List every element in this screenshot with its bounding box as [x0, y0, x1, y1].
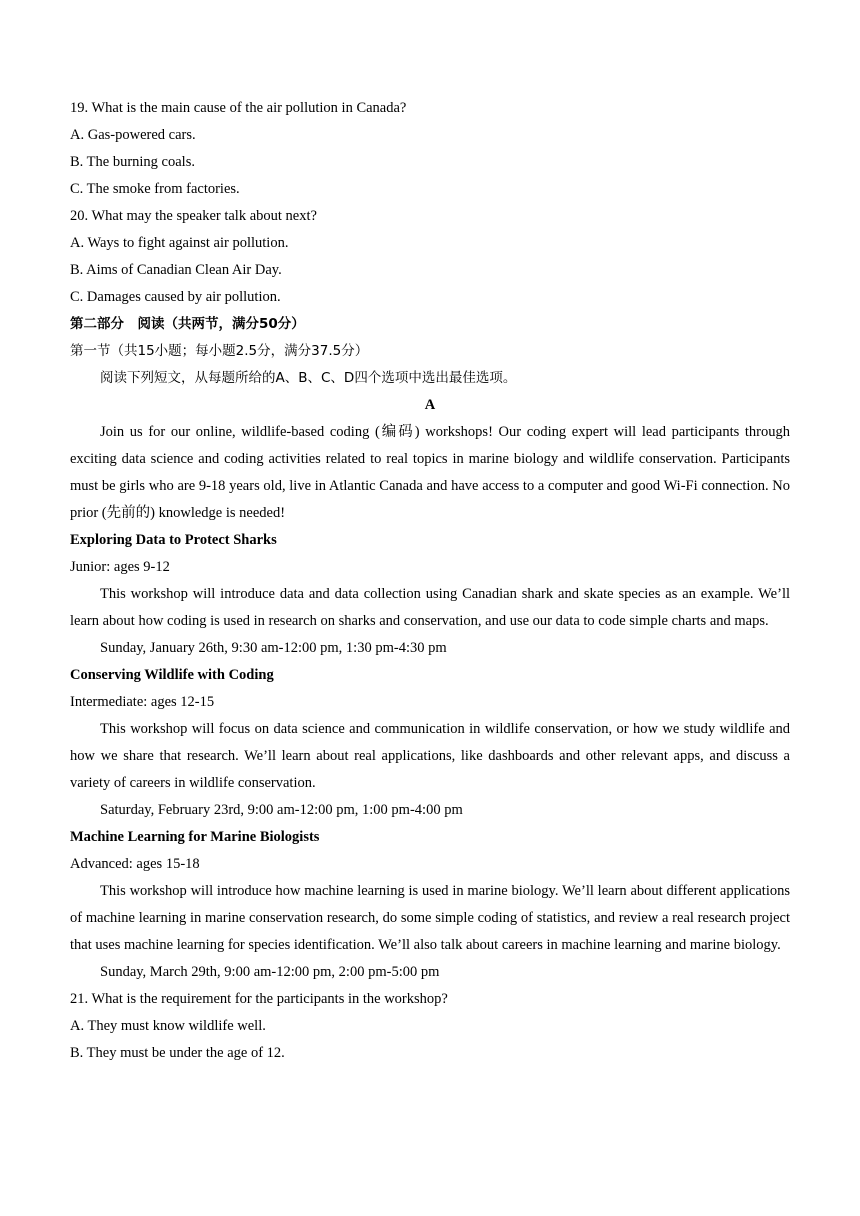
- question-21: 21. What is the requirement for the participants in the workshop?: [70, 991, 448, 1007]
- workshop-3-description: This workshop will introduce how machine learning is used in marine biology. We’ll learn about different applications of machine learning in marine conservation research, do some simple coding of statistics, and review a real research project that uses machine learning for species identification. We’ll also talk about careers in machine learning and marine biology.: [70, 883, 790, 953]
- page-content: [70, 95, 790, 1067]
- q19-option-a: A. Gas-powered cars.: [70, 127, 196, 143]
- q19-option-c: C. The smoke from factories.: [70, 181, 240, 197]
- workshop-1-title: Exploring Data to Protect Sharks: [70, 532, 277, 548]
- workshop-2-level: Intermediate: ages 12-15: [70, 694, 215, 710]
- q19-option-b: B. The burning coals.: [70, 154, 195, 170]
- workshop-1-description: This workshop will introduce data and data collection using Canadian shark and skate species as an example. We’ll learn about how coding is used in research on sharks and conservation, and use our data to code simple charts and maps.: [70, 586, 790, 629]
- q20-option-b: B. Aims of Canadian Clean Air Day.: [70, 262, 282, 278]
- q21-option-a: A. They must know wildlife well.: [70, 1018, 266, 1034]
- q20-option-c: C. Damages caused by air pollution.: [70, 289, 281, 305]
- workshop-2-time: Saturday, February 23rd, 9:00 am-12:00 pm, 1:00 pm-4:00 pm: [100, 802, 463, 818]
- workshop-1-time: Sunday, January 26th, 9:30 am-12:00 pm, 1:30 pm-4:30 pm: [100, 640, 447, 656]
- question-19: 19. What is the main cause of the air pollution in Canada?: [70, 100, 407, 116]
- passage-intro: Join us for our online, wildlife-based coding (编码) workshops! Our coding expert will lead participants through exciting data science and coding activities related to real topics in marine biology and wildlife conservation. Participants must be girls who are 9-18 years old, live in Atlantic Canada and have access to a computer and good Wi-Fi connection. No prior (先前的) knowledge is needed!: [70, 424, 790, 521]
- reading-instruction: 阅读下列短文，从每题所给的A、B、C、D四个选项中选出最佳选项。: [100, 370, 517, 386]
- q21-option-b: B. They must be under the age of 12.: [70, 1045, 285, 1061]
- workshop-2-description: This workshop will focus on data science and communication in wildlife conservation, or how we study wildlife and how we share that research. We’ll learn about real applications, like dashboards and other relevant apps, and discuss a variety of careers in wildlife conservation.: [70, 721, 790, 791]
- workshop-2-title: Conserving Wildlife with Coding: [70, 667, 274, 683]
- passage-letter: A: [424, 397, 436, 413]
- workshop-3-time: Sunday, March 29th, 9:00 am-12:00 pm, 2:00 pm-5:00 pm: [100, 964, 440, 980]
- workshop-3-level: Advanced: ages 15-18: [70, 856, 200, 872]
- section-one-heading: 第一节（共15小题；每小题2.5分，满分37.5分）: [70, 343, 369, 359]
- workshop-3-title: Machine Learning for Marine Biologists: [70, 829, 320, 845]
- part-two-heading: 第二部分 阅读（共两节，满分50分）: [70, 316, 305, 332]
- q20-option-a: A. Ways to fight against air pollution.: [70, 235, 289, 251]
- question-20: 20. What may the speaker talk about next?: [70, 208, 317, 224]
- workshop-1-level: Junior: ages 9-12: [70, 559, 170, 575]
